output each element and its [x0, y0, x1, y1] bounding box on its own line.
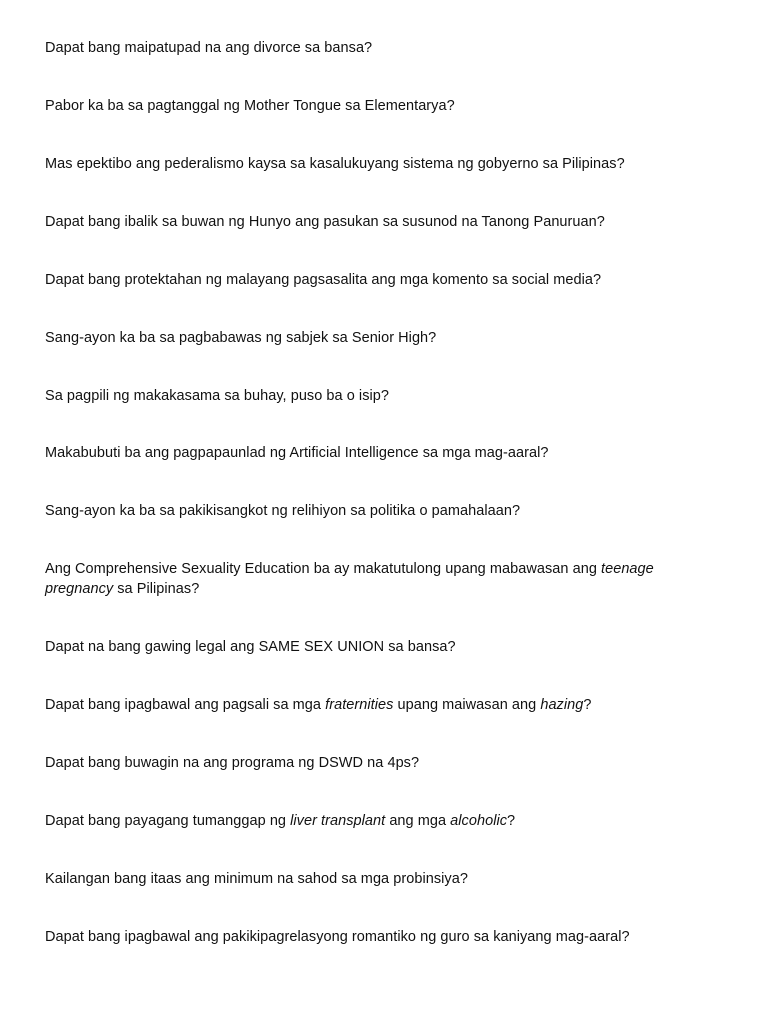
question-3 [45, 154, 725, 174]
question-13 [45, 753, 725, 773]
question-12-text-middle: upang maiwasan ang [393, 697, 541, 713]
question-5-text: Dapat bang protektahan ng malayang pagsasalita ang mga komento sa social media? [45, 272, 602, 288]
question-12-text: Dapat bang ipagbawal ang pagsali sa mga [45, 697, 326, 713]
question-4 [45, 212, 725, 232]
question-14-italic-term-1: liver transplant [290, 813, 386, 829]
question-7-text: Sa pagpili ng makakasama sa buhay, puso ba o isip? [45, 388, 389, 404]
question-6-text: Sang-ayon ka ba sa pagbabawas ng sabjek sa Senior High? [45, 330, 437, 346]
question-13-text: Dapat bang buwagin na ang programa ng DSWD na 4ps? [45, 755, 420, 771]
question-12-text-end: ? [583, 697, 592, 713]
question-14-text: Dapat bang payagang tumanggap ng [45, 813, 291, 829]
question-16 [45, 927, 725, 947]
question-15-text: Kailangan bang itaas ang minimum na sahod sa mga probinsiya? [45, 871, 468, 887]
question-12 [45, 695, 725, 715]
question-16-text: Dapat bang ipagbawal ang pakikipagrelasyong romantiko ng guro sa kaniyang mag-aaral? [45, 929, 630, 945]
question-10 [45, 559, 725, 599]
question-8 [45, 443, 725, 463]
question-9-text: Sang-ayon ka ba sa pakikisangkot ng relihiyon sa politika o pamahalaan? [45, 503, 521, 519]
question-14-text-middle: ang mga [385, 813, 451, 829]
question-2-text: Pabor ka ba sa pagtanggal ng Mother Tongue sa Elementarya? [45, 98, 455, 114]
question-10-text: Ang Comprehensive Sexuality Education ba ay makatutulong upang mabawasan ang [45, 561, 602, 577]
question-4-text: Dapat bang ibalik sa buwan ng Hunyo ang pasukan sa susunod na Tanong Panuruan? [45, 214, 605, 230]
question-1-text: Dapat bang maipatupad na ang divorce sa bansa? [45, 40, 373, 56]
question-8-text: Makabubuti ba ang pagpapaunlad ng Artificial Intelligence sa mga mag-aaral? [45, 445, 549, 461]
question-1 [45, 38, 725, 58]
question-10-italic-term: teenage pregnancy [45, 561, 654, 597]
question-3-text: Mas epektibo ang pederalismo kaysa sa kasalukuyang sistema ng gobyerno sa Pilipinas? [45, 156, 625, 172]
question-11-text: Dapat na bang gawing legal ang SAME SEX UNION sa bansa? [45, 639, 456, 655]
question-11 [45, 637, 725, 657]
question-14-text-end: ? [507, 813, 516, 829]
question-14 [45, 811, 725, 831]
question-12-italic-term-1: fraternities [325, 697, 394, 713]
question-14-italic-term-2: alcoholic [450, 813, 508, 829]
question-6 [45, 328, 725, 348]
question-15 [45, 869, 725, 889]
question-10-text-end: sa Pilipinas? [113, 581, 200, 597]
question-7 [45, 386, 725, 406]
question-9 [45, 501, 725, 521]
question-12-italic-term-2: hazing [540, 697, 584, 713]
question-5 [45, 270, 725, 290]
question-2 [45, 96, 725, 116]
